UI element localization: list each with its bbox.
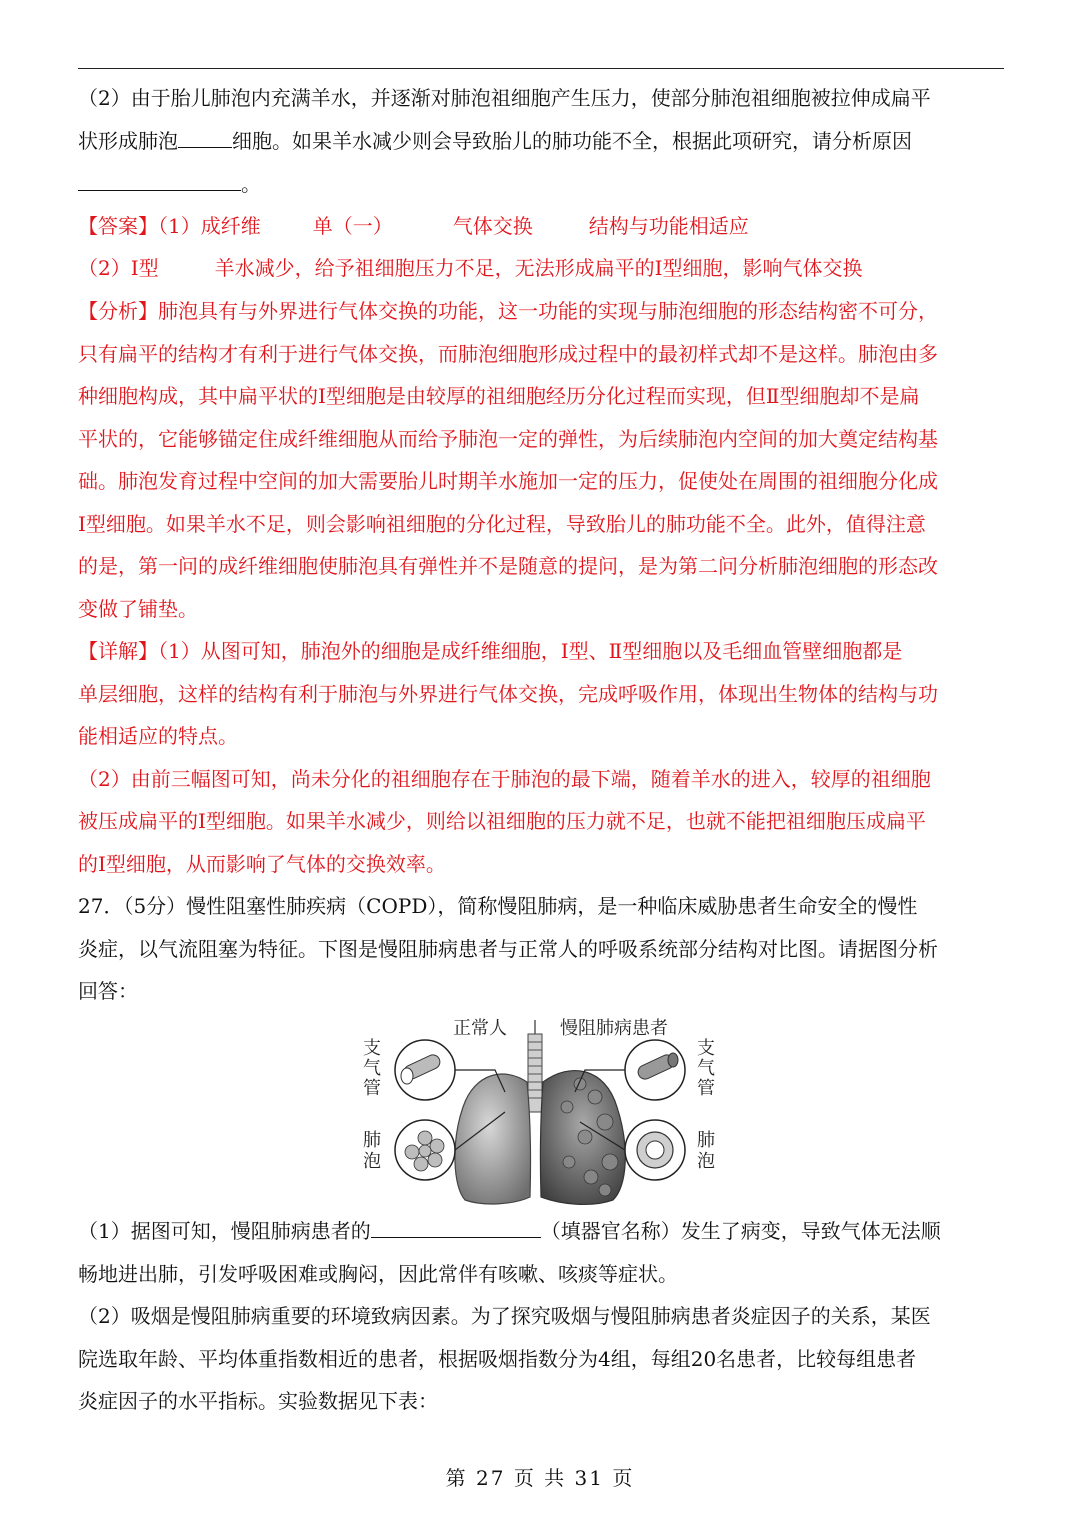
detail-line: 能相适应的特点。 <box>78 724 238 748</box>
analysis-line: 变做了铺垫。 <box>78 597 198 621</box>
label-alveolus-right: 泡 <box>697 1151 715 1172</box>
label-bronchus-left: 支 <box>363 1038 381 1059</box>
detail-line: 【详解】（1）从图可知，肺泡外的细胞是成纤维细胞，Ⅰ型、Ⅱ型细胞以及毛细血管壁细胞都是 <box>78 639 903 663</box>
label-bronchus-right: 支 <box>697 1038 715 1059</box>
detail-line: 的Ⅰ型细胞，从而影响了气体的交换效率。 <box>78 852 446 876</box>
answer-part: （2）Ⅰ型 <box>78 256 159 280</box>
analysis-line: 平状的，它能够锚定住成纤维细胞从而给予肺泡一定的弹性，为后续肺泡内空间的加大奠定结构基 <box>78 427 938 451</box>
label-bronchus-left: 气 <box>363 1058 381 1079</box>
label-patient: 慢阻肺病患者 <box>560 1018 668 1039</box>
page-footer: 第 27 页 共 31 页 <box>445 1466 635 1490</box>
label-alveolus-left: 肺 <box>363 1130 381 1151</box>
text-segment: 细胞。如果羊水减少则会导致胎儿的肺功能不全，根据此项研究，请分析原因 <box>232 129 912 153</box>
q27-part1-line2: 畅地进出肺，引发呼吸困难或胸闷，因此常伴有咳嗽、咳痰等症状。 <box>78 1262 678 1286</box>
label-normal: 正常人 <box>453 1018 507 1039</box>
q27-part2-line: 院选取年龄、平均体重指数相近的患者，根据吸烟指数分为4组，每组20名患者，比较每组患者 <box>78 1347 917 1371</box>
answer-line2 <box>78 254 1008 282</box>
analysis-line: 只有扁平的结构才有利于进行气体交换，而肺泡细胞形成过程中的最初样式却不是这样。肺泡由多 <box>78 342 938 366</box>
answer-part: 单（一） <box>312 214 393 238</box>
label-bronchus-right: 管 <box>697 1078 715 1099</box>
q27-part2-line: （2）吸烟是慢阻肺病重要的环境致病因素。为了探究吸烟与慢阻肺病患者炎症因子的关系，某医 <box>78 1304 931 1328</box>
label-bronchus-right: 气 <box>697 1058 715 1079</box>
analysis-line: Ⅰ型细胞。如果羊水不足，则会影响祖细胞的分化过程，导致胎儿的肺功能不全。此外，值得注意 <box>78 512 926 536</box>
analysis-line: 的是，第一问的成纤维细胞使肺泡具有弹性并不是随意的提问，是为第二问分析肺泡细胞的形态改 <box>78 554 938 578</box>
q27-part2-line: 炎症因子的水平指标。实验数据见下表： <box>78 1389 438 1413</box>
q27-line: 27．（5分）慢性阻塞性肺疾病（COPD），简称慢阻肺病，是一种临床威胁患者生命安全的慢性 <box>78 894 918 918</box>
q27-part1-line1 <box>78 1217 1008 1245</box>
analysis-line: 础。肺泡发育过程中空间的加大需要胎儿时期羊水施加一定的压力，促使处在周围的祖细胞分化成 <box>78 469 938 493</box>
answer-part: 气体交换 <box>452 214 533 238</box>
detail-line: 单层细胞，这样的结构有利于肺泡与外界进行气体交换，完成呼吸作用，体现出生物体的结构与功 <box>78 682 938 706</box>
q26-part2-line1: （2）由于胎儿肺泡内充满羊水，并逐渐对肺泡祖细胞产生压力，使部分肺泡祖细胞被拉伸成扁平 <box>78 86 931 110</box>
text-segment: 。 <box>241 172 261 196</box>
detail-line: （2）由前三幅图可知，尚未分化的祖细胞存在于肺泡的最下端，随着羊水的进入，较厚的祖细胞 <box>78 767 931 791</box>
analysis-line: 【分析】肺泡具有与外界进行气体交换的功能，这一功能的实现与肺泡细胞的形态结构密不可分， <box>78 299 938 323</box>
text-segment: 状形成肺泡 <box>78 129 178 153</box>
answer-part: 结构与功能相适应 <box>588 214 749 238</box>
analysis-line: 种细胞构成，其中扁平状的Ⅰ型细胞是由较厚的祖细胞经历分化过程而实现，但Ⅱ型细胞却不是扁 <box>78 384 920 408</box>
label-alveolus-right: 肺 <box>697 1130 715 1151</box>
q27-line: 回答： <box>78 979 138 1003</box>
header-rule <box>78 68 1004 69</box>
answer-tag: 【答案】 <box>78 214 158 238</box>
label-alveolus-left: 泡 <box>363 1151 381 1172</box>
answer-blank[interactable] <box>78 170 241 191</box>
lung-comparison-figure <box>355 1012 725 1212</box>
answer-line1 <box>78 212 1008 240</box>
text-segment: （1）据图可知，慢阻肺病患者的 <box>78 1219 371 1243</box>
label-bronchus-left: 管 <box>363 1078 381 1099</box>
answer-part: 羊水减少，给予祖细胞压力不足，无法形成扁平的Ⅰ型细胞，影响气体交换 <box>214 256 863 280</box>
q27-line: 炎症，以气流阻塞为特征。下图是慢阻肺病患者与正常人的呼吸系统部分结构对比图。请据图分析 <box>78 937 938 961</box>
q26-part2-line2 <box>78 127 1008 155</box>
answer-part: （1）成纤维 <box>158 214 261 238</box>
normal-lung <box>455 1074 531 1204</box>
q26-part2-line3 <box>78 170 1008 198</box>
text-segment: （填器官名称）发生了病变，导致气体无法顺 <box>540 1219 941 1243</box>
answer-blank[interactable] <box>178 127 232 148</box>
answer-blank[interactable] <box>371 1217 541 1238</box>
detail-line: 被压成扁平的Ⅰ型细胞。如果羊水减少，则给以祖细胞的压力就不足，也就不能把祖细胞压成扁平 <box>78 809 926 833</box>
trachea <box>528 1034 542 1112</box>
